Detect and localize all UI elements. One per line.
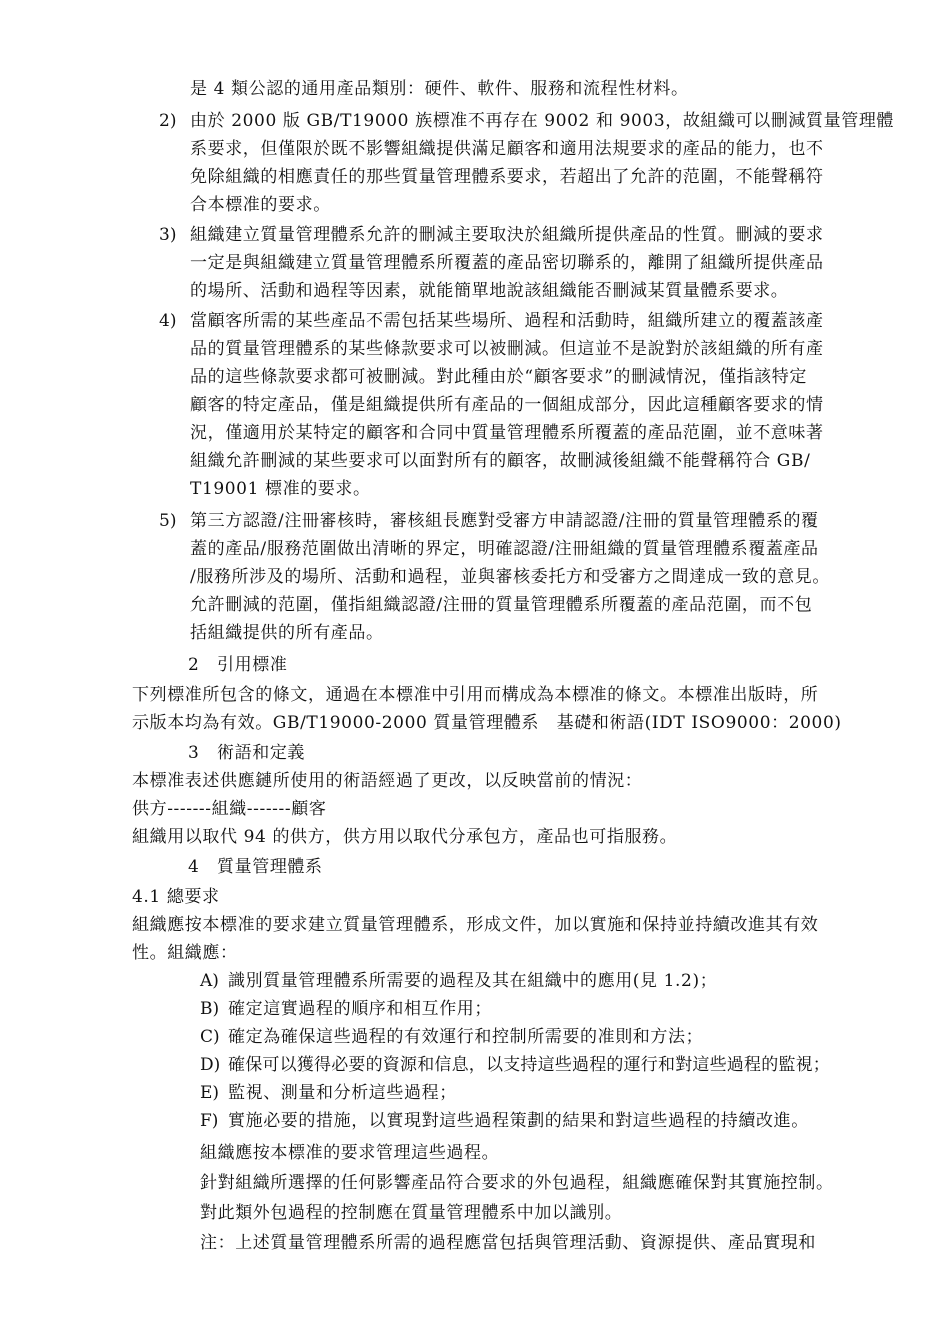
section-3-line: 本標准表述供應鏈所使用的術語經過了更改，以反映當前的情況：	[132, 771, 643, 791]
tail-line: 對此類外包過程的控制應在質量管理體系中加以識別。	[200, 1203, 623, 1223]
item-4-line: 況，僅適用於某特定的顧客和合同中質量管理體系所覆蓋的產品范圍，並不意味著	[190, 423, 824, 443]
intro-line: 是 4 類公認的通用產品類別：硬件、軟件、服務和流程性材料。	[190, 79, 689, 99]
list-letter: F)	[200, 1111, 219, 1131]
item-number: 3)	[159, 225, 177, 245]
tail-line: 針對組織所選擇的任何影響產品符合要求的外包過程，組織應確保對其實施控制。	[200, 1173, 834, 1193]
section-2-heading: 2 引用標准	[188, 655, 288, 675]
section-4-1-line: 性。組織應：	[132, 943, 238, 963]
section-2-line: 下列標准所包含的條文，通過在本標准中引用而構成為本標准的條文。本標准出版時，所	[132, 685, 819, 705]
item-2-line: 合本標准的要求。	[190, 195, 331, 215]
section-3-line: 組織用以取代 94 的供方，供方用以取代分承包方，產品也可指服務。	[132, 827, 678, 847]
list-item: 確定這實過程的順序和相互作用；	[228, 999, 492, 1019]
item-5-line: 第三方認證/注冊審核時，審核組長應對受審方申請認證/注冊的質量管理體系的覆	[190, 511, 819, 531]
list-letter: D)	[200, 1055, 221, 1075]
item-4-line: 品的質量管理體系的某些條款要求可以被刪減。但這並不是說對於該組織的所有產	[190, 339, 824, 359]
tail-line: 注：上述質量管理體系所需的過程應當包括與管理活動、資源提供、產品實現和	[200, 1233, 816, 1253]
section-4-heading: 4 質量管理體系	[188, 857, 323, 877]
item-3-line: 一定是與組織建立質量管理體系所覆蓋的產品密切聯系的，離開了組織所提供產品	[190, 253, 824, 273]
list-letter: C)	[200, 1027, 220, 1047]
list-item: 確保可以獲得必要的資源和信息，以支持這些過程的運行和對這些過程的監視；	[228, 1055, 830, 1075]
list-letter: B)	[200, 999, 220, 1019]
item-2-line: 免除組織的相應責任的那些質量管理體系要求，若超出了允許的范圍，不能聲稱符	[190, 167, 824, 187]
item-3-line: 的場所、活動和過程等因素，就能簡單地說該組織能否刪減某質量體系要求。	[190, 281, 789, 301]
section-3-heading: 3 術語和定義	[188, 743, 306, 763]
item-3-line: 組織建立質量管理體系允許的刪減主要取決於組織所提供產品的性質。刪減的要求	[190, 225, 824, 245]
item-number: 4)	[159, 311, 177, 331]
list-letter: A)	[200, 971, 219, 991]
list-letter: E)	[200, 1083, 220, 1103]
list-item: 識別質量管理體系所需要的過程及其在組織中的應用(見 1.2)；	[228, 971, 718, 991]
list-item: 確定為確保這些過程的有效運行和控制所需要的准則和方法；	[228, 1027, 704, 1047]
tail-line: 組織應按本標准的要求管理這些過程。	[200, 1143, 500, 1163]
item-5-line: 括組織提供的所有產品。	[190, 623, 384, 643]
item-2-line: 系要求，但僅限於既不影響組織提供滿足顧客和適用法規要求的產品的能力，也不	[190, 139, 824, 159]
item-4-line: T19001 標准的要求。	[190, 479, 371, 499]
item-2-line: 由於 2000 版 GB/T19000 族標准不再存在 9002 和 9003，故組織可以刪減質量管理體	[190, 111, 895, 131]
item-5-line: 允許刪減的范圍，僅指組織認證/注冊的質量管理體系所覆蓋的產品范圍，而不包	[190, 595, 813, 615]
item-4-line: 品的這些條款要求都可被刪減。對此種由於“顧客要求”的刪減情況，僅指該特定	[190, 367, 807, 387]
section-4-1-line: 組織應按本標准的要求建立質量管理體系，形成文件，加以實施和保持並持續改進其有效	[132, 915, 819, 935]
section-2-line: 示版本均為有效。GB/T19000-2000 質量管理體系 基礎和術語(IDT ISO9000：2000)	[132, 713, 842, 733]
list-item: 監視、測量和分析這些過程；	[228, 1083, 457, 1103]
item-number: 2)	[159, 111, 177, 131]
section-3-line: 供方-------組織-------顧客	[132, 799, 327, 819]
list-item: 實施必要的措施，以實現對這些過程策劃的結果和對這些過程的持續改進。	[228, 1111, 809, 1131]
section-4-1-heading: 4.1 總要求	[132, 887, 220, 907]
item-number: 5)	[159, 511, 177, 531]
item-4-line: 當顧客所需的某些產品不需包括某些場所、過程和活動時，組織所建立的覆蓋該產	[190, 311, 824, 331]
item-5-line: /服務所涉及的場所、活動和過程，並與審核委托方和受審方之間達成一致的意見。	[190, 567, 830, 587]
item-4-line: 組織允許刪減的某些要求可以面對所有的顧客，故刪減後組織不能聲稱符合 GB/	[190, 451, 811, 471]
item-4-line: 顧客的特定產品，僅是組織提供所有產品的一個組成部分，因此這種顧客要求的情	[190, 395, 824, 415]
item-5-line: 蓋的產品/服務范圍做出清晰的界定，明確認證/注冊組織的質量管理體系覆蓋產品	[190, 539, 819, 559]
